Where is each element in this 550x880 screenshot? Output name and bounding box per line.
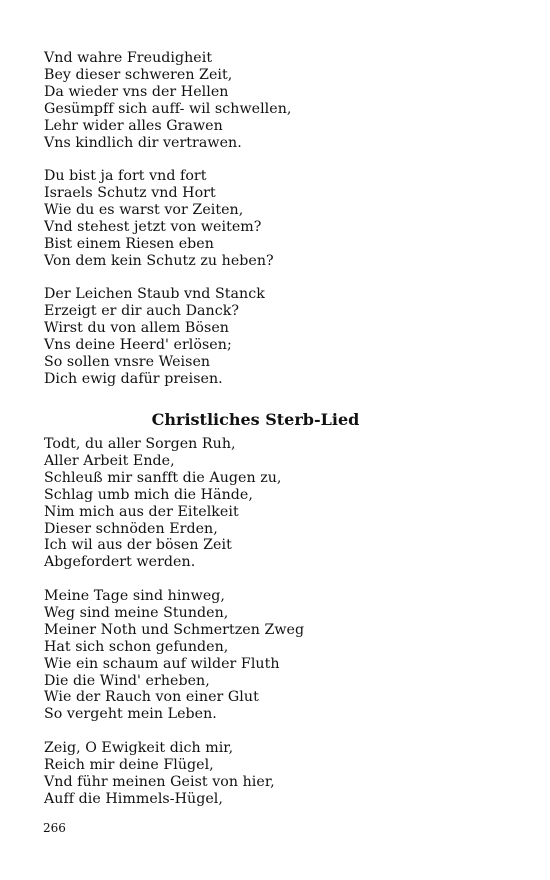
verse-line: Israels Schutz vnd Hort: [44, 184, 216, 201]
verse-line: Zeig, O Ewigkeit dich mir,: [44, 740, 234, 756]
verse-line: Vnd führ meinen Geist von hier,: [44, 773, 275, 790]
verse-line: Der Leichen Staub vnd Stanck: [44, 286, 265, 302]
verse-line: Meiner Noth und Schmertzen Zweg: [44, 621, 305, 638]
verse-line: Vns kindlich dir vertrawen.: [44, 134, 242, 151]
poem-title: Christliches Sterb-Lied: [151, 410, 360, 429]
verse-line: Weg sind meine Stunden,: [44, 604, 229, 621]
stanza-2: [44, 168, 274, 269]
verse-line: Da wieder vns der Hellen: [44, 83, 229, 100]
verse-line: Wie der Rauch von einer Glut: [44, 689, 259, 706]
verse-line: Hat sich schon gefunden,: [44, 638, 229, 655]
verse-line: Wie ein schaum auf wilder Fluth: [44, 655, 280, 672]
verse-line: Vnd stehest jetzt von weitem?: [44, 218, 262, 235]
verse-line: Reich mir deine Flügel,: [44, 756, 214, 773]
verse-line: Erzeigt er dir auch Danck?: [44, 302, 240, 319]
verse-line: Von dem kein Schutz zu heben?: [44, 252, 274, 269]
verse-line: Du bist ja fort vnd fort: [44, 168, 207, 184]
stanza-4: [44, 436, 282, 571]
verse-line: Vnd wahre Freudigheit: [44, 50, 213, 66]
verse-line: So sollen vnsre Weisen: [44, 353, 211, 370]
verse-line: Bist einem Riesen eben: [44, 235, 214, 252]
page-number: 266: [43, 821, 66, 835]
stanza-3: [44, 286, 265, 387]
verse-line: Dieser schnöden Erden,: [44, 520, 218, 537]
verse-line: Nim mich aus der Eitelkeit: [44, 503, 239, 520]
verse-line: Bey dieser schweren Zeit,: [44, 66, 233, 83]
verse-line: Dich ewig dafür preisen.: [44, 370, 223, 387]
verse-line: Vns deine Heerd' erlösen;: [44, 336, 232, 353]
verse-line: Todt, du aller Sorgen Ruh,: [44, 436, 236, 452]
stanza-1: [44, 50, 291, 151]
verse-line: Die die Wind' erheben,: [44, 672, 210, 689]
verse-line: So vergeht mein Leben.: [44, 706, 217, 723]
verse-line: Abgefordert werden.: [44, 554, 196, 571]
verse-line: Auff die Himmels-Hügel,: [44, 790, 223, 807]
verse-line: Gesümpff sich auff- wil schwellen,: [44, 100, 292, 117]
verse-line: Schleuß mir sanfft die Augen zu,: [44, 469, 282, 486]
verse-line: Aller Arbeit Ende,: [44, 452, 175, 469]
verse-line: Ich wil aus der bösen Zeit: [44, 537, 232, 554]
verse-line: Lehr wider alles Grawen: [44, 117, 223, 134]
verse-line: Schlag umb mich die Hände,: [44, 486, 253, 503]
verse-line: Meine Tage sind hinweg,: [44, 588, 225, 604]
verse-line: Wie du es warst vor Zeiten,: [44, 201, 244, 218]
stanza-6: [44, 740, 275, 808]
stanza-5: [44, 588, 304, 723]
verse-line: Wirst du von allem Bösen: [44, 319, 229, 336]
